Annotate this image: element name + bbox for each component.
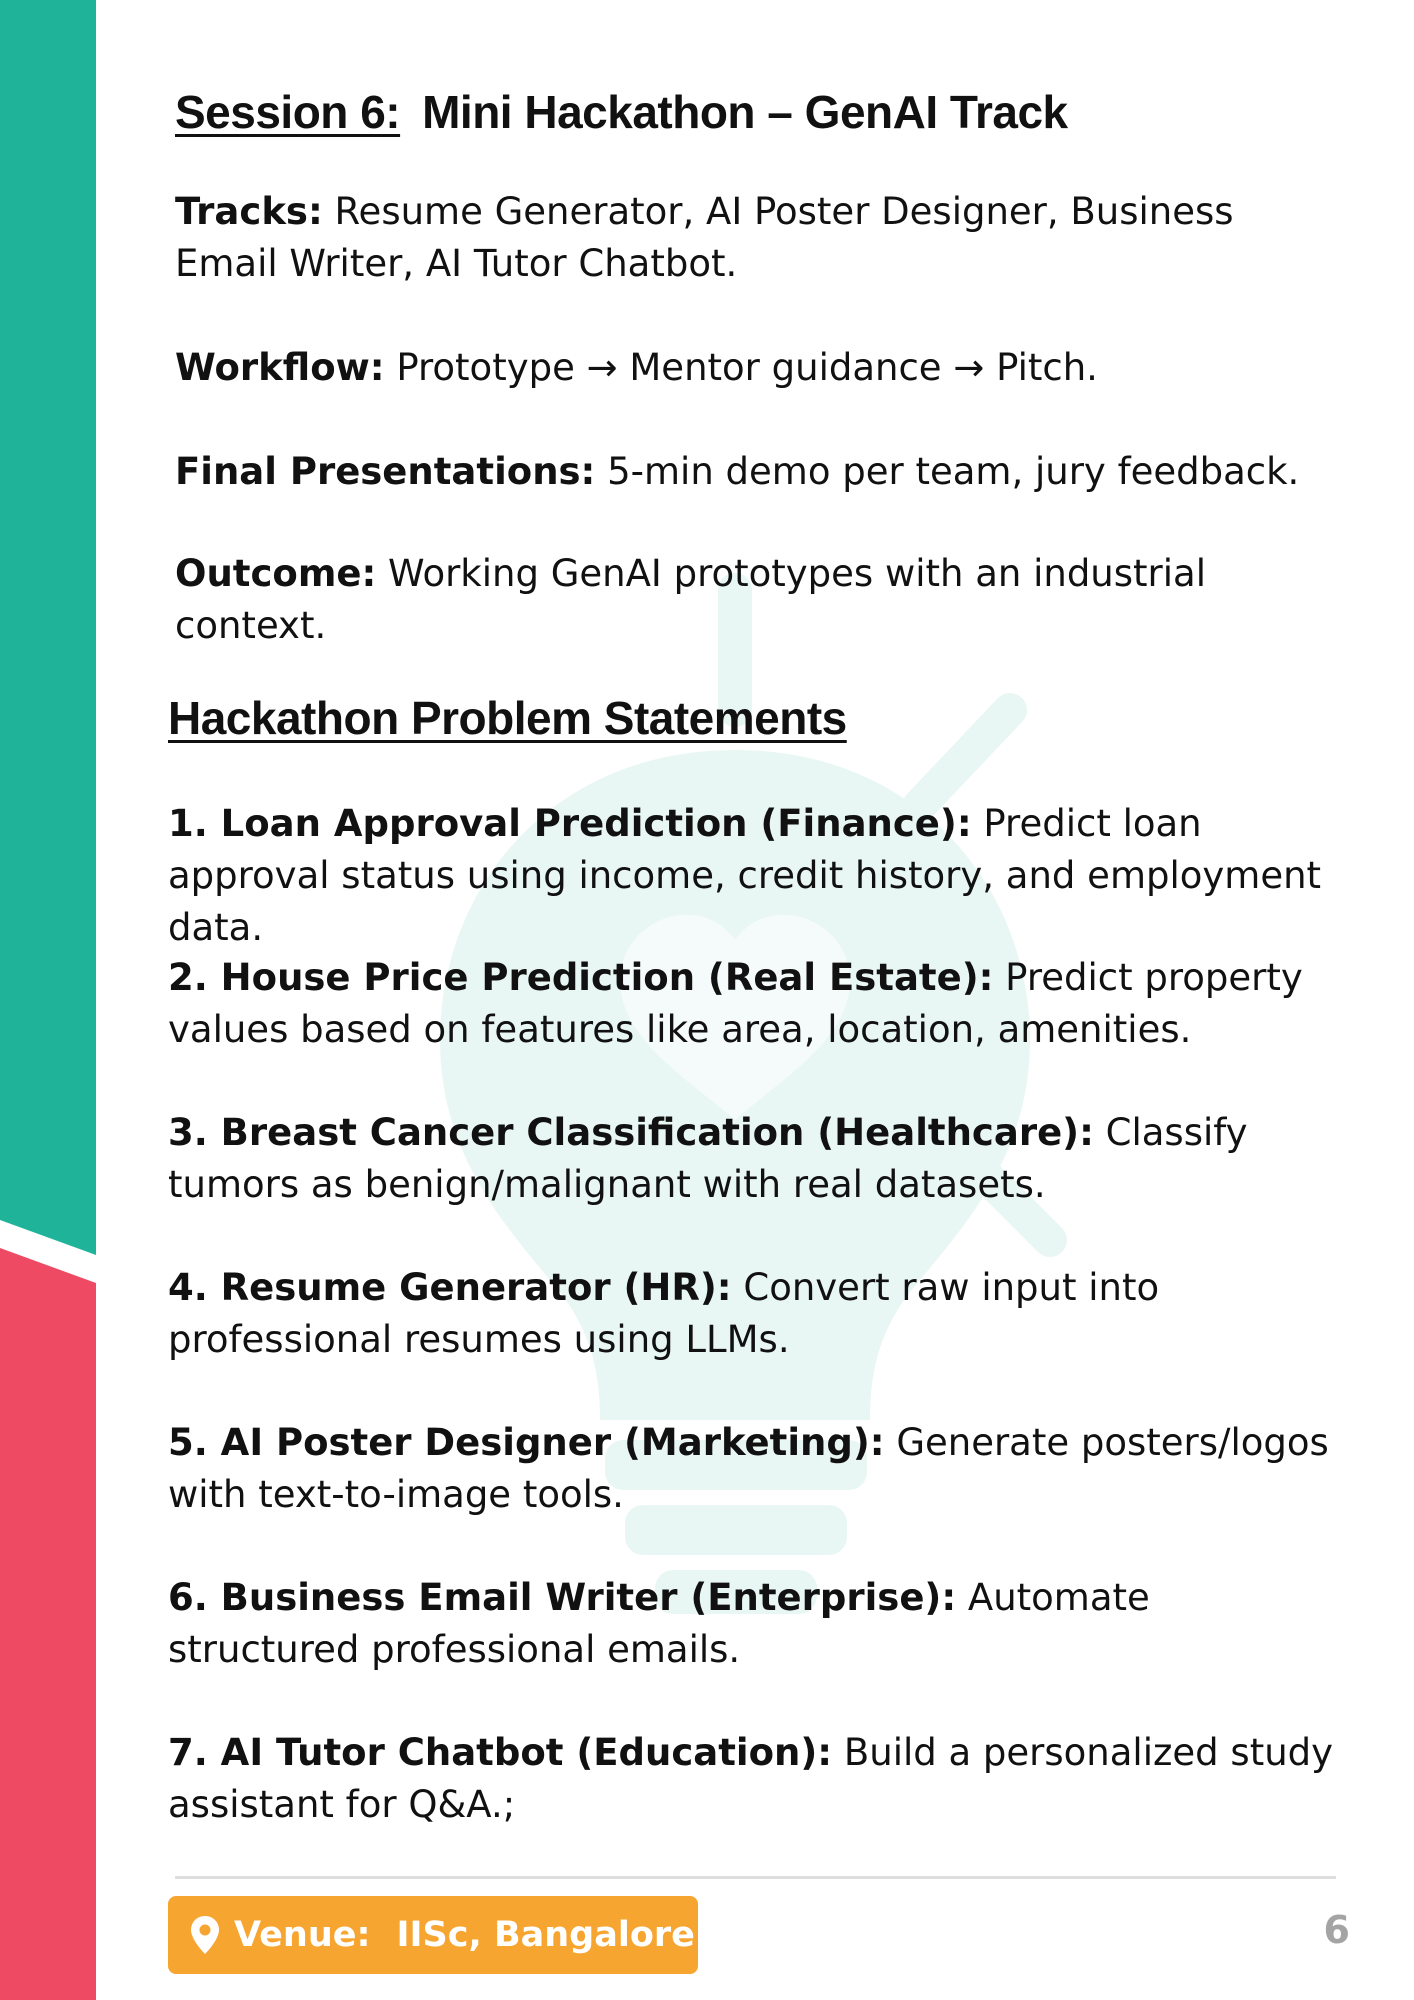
footer-divider <box>175 1876 1336 1879</box>
tracks-paragraph <box>175 186 1315 290</box>
problem-statement <box>168 1417 1348 1521</box>
problem-description: Predict loan approval status using income, credit history, and employment data. <box>168 802 1322 949</box>
problem-description: Convert raw input into professional resumes using LLMs. <box>168 1266 1160 1361</box>
problem-title: 6. Business Email Writer (Enterprise): <box>168 1576 957 1619</box>
presentations-label: Final Presentations: <box>175 450 596 493</box>
problem-title: 1. Loan Approval Prediction (Finance): <box>168 802 972 845</box>
page-number: 6 <box>1323 1908 1350 1952</box>
session-number: Session 6: <box>175 86 401 138</box>
workflow-paragraph <box>175 342 1315 394</box>
problem-title: 5. AI Poster Designer (Marketing): <box>168 1421 885 1464</box>
outcome-paragraph <box>175 548 1315 652</box>
problem-description: Automate structured professional emails. <box>168 1576 1150 1671</box>
problem-title: 7. AI Tutor Chatbot (Education): <box>168 1731 833 1774</box>
outcome-text: Working GenAI prototypes with an industrial context. <box>175 552 1206 647</box>
venue-badge <box>168 1896 698 1974</box>
tracks-text: Resume Generator, AI Poster Designer, Business Email Writer, AI Tutor Chatbot. <box>175 190 1234 285</box>
location-pin-icon <box>190 1915 220 1955</box>
workflow-text: Prototype → Mentor guidance → Pitch. <box>384 346 1098 389</box>
problem-description: Build a personalized study assistant for Q&A.; <box>168 1731 1334 1826</box>
presentations-text: 5-min demo per team, jury feedback. <box>595 450 1300 493</box>
venue-label: Venue: <box>234 1915 371 1955</box>
tracks-label: Tracks: <box>175 190 323 233</box>
session-name: Mini Hackathon – GenAI Track <box>422 86 1068 138</box>
session-title <box>175 84 1068 140</box>
problem-title: 4. Resume Generator (HR): <box>168 1266 732 1309</box>
problem-title: 3. Breast Cancer Classification (Healthcare): <box>168 1111 1094 1154</box>
problem-description: Predict property values based on features like area, location, amenities. <box>168 956 1303 1051</box>
presentations-paragraph <box>175 446 1315 498</box>
problem-statement <box>168 1107 1348 1211</box>
problem-statement <box>168 1727 1348 1831</box>
problem-statement <box>168 952 1348 1056</box>
problem-title: 2. House Price Prediction (Real Estate): <box>168 956 994 999</box>
venue-value: IISc, Bangalore <box>396 1915 695 1955</box>
problem-description: Generate posters/logos with text-to-image tools. <box>168 1421 1329 1516</box>
problem-description: Classify tumors as benign/malignant with real datasets. <box>168 1111 1248 1206</box>
problem-statement <box>168 798 1348 954</box>
problem-statements-heading: Hackathon Problem Statements <box>168 692 847 744</box>
problem-statement <box>168 1572 1348 1676</box>
workflow-label: Workflow: <box>175 346 385 389</box>
problem-statement <box>168 1262 1348 1366</box>
outcome-label: Outcome: <box>175 552 377 595</box>
